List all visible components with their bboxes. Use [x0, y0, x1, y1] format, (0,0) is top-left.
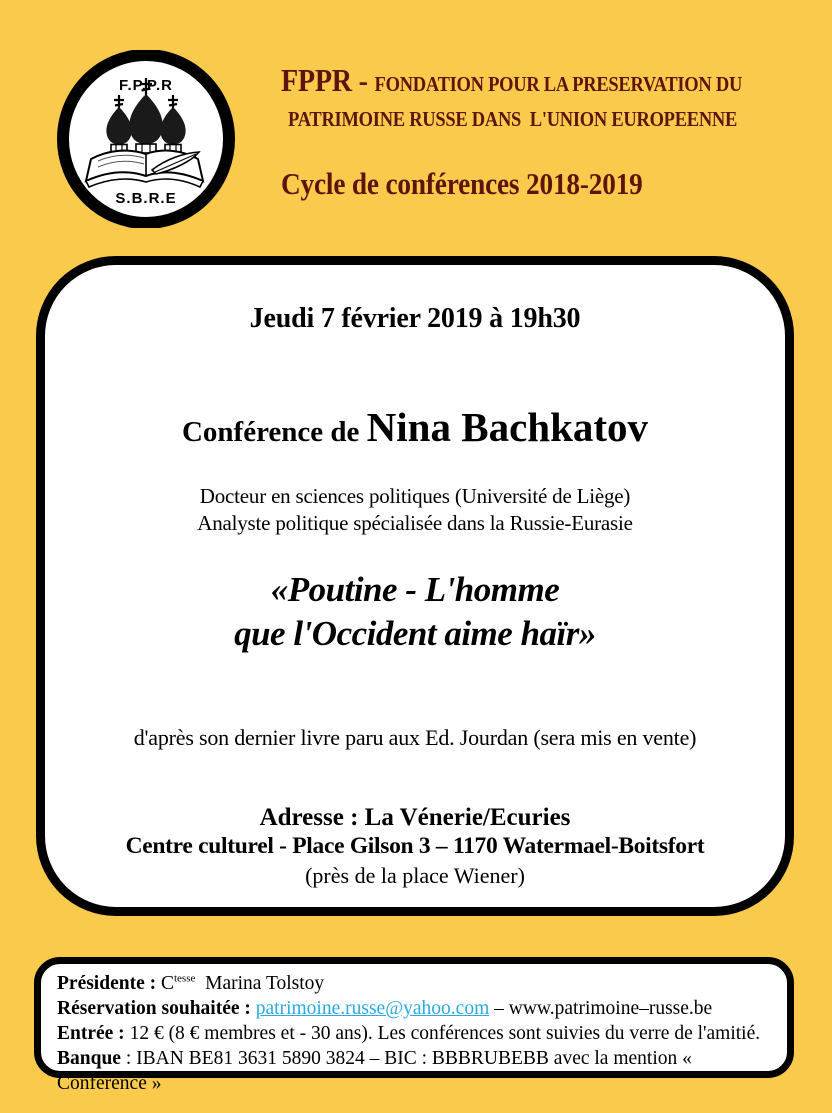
- fppr-logo-graphic: [56, 50, 236, 228]
- cycle-title: Cycle de conférences 2018-2019: [281, 166, 643, 201]
- conference-heading: [45, 403, 785, 451]
- credential-line-2: Analyste politique spécialisée dans la Russie-Eurasie: [197, 511, 633, 535]
- event-date: Jeudi 7 février 2019 à 19h30: [249, 303, 581, 334]
- reservation-line: [57, 996, 775, 1021]
- president-name: Marina Tolstoy: [195, 973, 325, 994]
- talk-title-line-1: «Poutine - L'homme: [270, 570, 560, 609]
- organisation-header: [281, 62, 821, 133]
- talk-title: [45, 568, 785, 656]
- org-abbreviation: FPPR -: [281, 62, 375, 98]
- bank-label: Banque: [57, 1048, 121, 1069]
- email-link[interactable]: patrimoine.russe@yahoo.com: [255, 998, 490, 1019]
- logo-top-text: F.P.P.R: [119, 77, 173, 94]
- org-name-line1: FONDATION POUR LA PRESERVATION DU: [374, 72, 743, 96]
- bank-text: : IBAN BE81 3631 5890 3824 – BIC : BBBRUBEBB avec la mention « Conférence »: [57, 1048, 697, 1094]
- president-title-superscript: tesse: [173, 972, 196, 985]
- reservation-label: Réservation souhaitée :: [57, 998, 256, 1019]
- president-title: C: [160, 973, 174, 994]
- fppr-logo: [56, 50, 236, 228]
- speaker-name: Nina Bachkatov: [366, 404, 649, 450]
- event-panel: [36, 256, 794, 916]
- entry-label: Entrée :: [57, 1023, 130, 1044]
- credential-line-1: Docteur en sciences politiques (Université de Liège): [199, 484, 631, 508]
- open-book-icon: [86, 151, 203, 187]
- org-name-line2: PATRIMOINE RUSSE DANS L'UNION EUROPEENNE: [288, 107, 738, 131]
- venue-address: [45, 803, 785, 890]
- president-line: [57, 971, 775, 996]
- president-label: Présidente :: [57, 973, 161, 994]
- address-line-3: (près de la place Wiener): [305, 863, 525, 888]
- address-line-2: Centre culturel - Place Gilson 3 – 1170 Watermael-Boitsfort: [125, 833, 705, 859]
- entry-fee-line: [57, 1021, 775, 1046]
- website-text: – www.patrimoine–russe.be: [489, 998, 713, 1019]
- talk-title-line-2: que l'Occident aime haïr»: [234, 614, 596, 653]
- book-note: d'après son dernier livre paru aux Ed. Jourdan (sera mis en vente): [133, 725, 697, 750]
- bank-line: [57, 1046, 775, 1096]
- logo-bottom-text: S.B.R.E: [115, 190, 177, 207]
- conference-prefix: Conférence de: [181, 416, 367, 448]
- speaker-credentials: [45, 483, 785, 537]
- address-line-1: Adresse : La Vénerie/Ecuries: [259, 804, 571, 831]
- entry-text: 12 € (8 € membres et - 30 ans). Les conférences sont suivies du verre de l'amitié.: [129, 1023, 761, 1044]
- practical-info-panel: [34, 957, 794, 1094]
